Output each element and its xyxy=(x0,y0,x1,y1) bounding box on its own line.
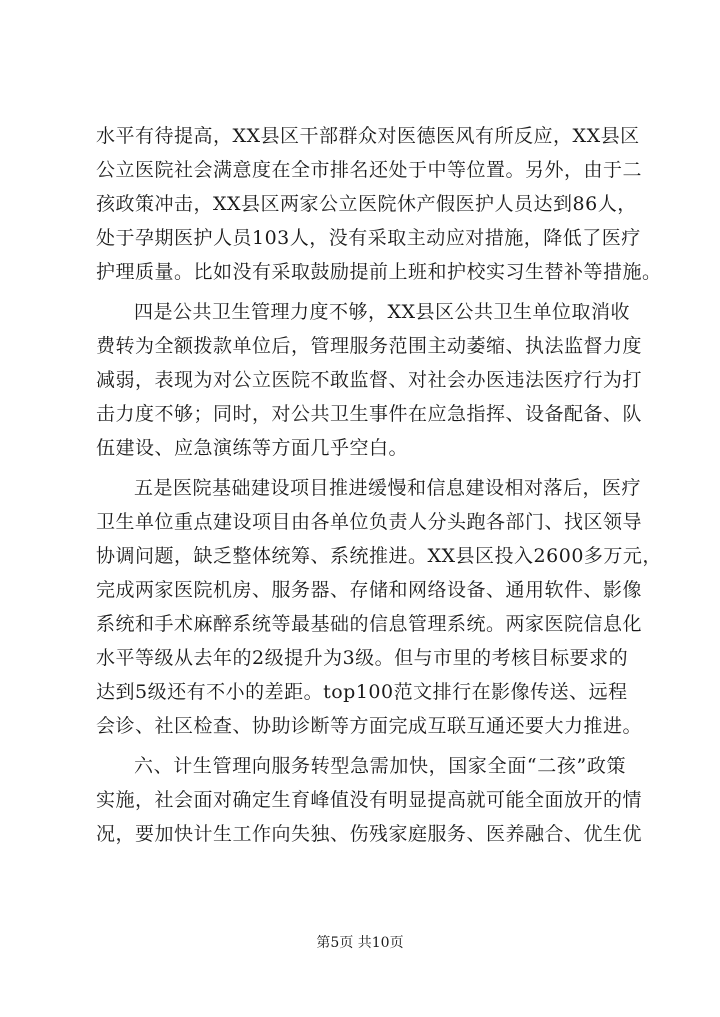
text-line: 孩政策冲击，XX县区两家公立医院休产假医护人员达到86人， xyxy=(96,193,637,215)
text-line: 击力度不够；同时，对公共卫生事件在应急指挥、设备配备、队 xyxy=(96,403,643,425)
text-line: 实施，社会面对确定生育峰值没有明显提高就可能全面放开的情 xyxy=(96,789,643,811)
text-line: 完成两家医院机房、服务器、存储和网络设备、通用软件、影像 xyxy=(96,579,643,601)
text-line: 伍建设、应急演练等方面几乎空白。 xyxy=(96,437,409,459)
paragraph xyxy=(96,295,643,465)
text-line: 协调问题，缺乏整体统筹、系统推进。XX县区投入2600多万元， xyxy=(96,545,662,567)
page-footer: 第5页 共10页 xyxy=(316,935,404,951)
text-line: 处于孕期医护人员103人，没有采取主动应对措施，降低了医疗 xyxy=(96,227,641,249)
text-line: 系统和手术麻醉系统等最基础的信息管理系统。两家医院信息化 xyxy=(96,613,643,635)
text-line: 护理质量。比如没有采取鼓励提前上班和护校实习生替补等措施。 xyxy=(96,261,662,283)
text-line: 达到5级还有不小的差距。top100范文排行在影像传送、远程 xyxy=(96,681,628,703)
text-line: 四是公共卫生管理力度不够，XX县区公共卫生单位取消收 xyxy=(134,301,631,323)
paragraph xyxy=(96,119,662,289)
text-line: 费转为全额拨款单位后，管理服务范围主动萎缩、执法监督力度 xyxy=(96,335,643,357)
document-body xyxy=(96,119,662,857)
text-line: 水平等级从去年的2级提升为3级。但与市里的考核目标要求的 xyxy=(96,647,629,669)
text-line: 减弱，表现为对公立医院不敢监督、对社会办医违法医疗行为打 xyxy=(96,369,643,391)
text-line: 五是医院基础建设项目推进缓慢和信息建设相对落后，医疗 xyxy=(134,477,642,499)
paragraph xyxy=(96,471,662,743)
text-line: 六、计生管理向服务转型急需加快，国家全面“二孩”政策 xyxy=(134,755,626,777)
paragraph xyxy=(96,749,643,851)
text-line: 会诊、社区检查、协助诊断等方面完成互联互通还要大力推进。 xyxy=(96,715,643,737)
text-line: 公立医院社会满意度在全市排名还处于中等位置。另外，由于二 xyxy=(96,159,643,181)
text-line: 况，要加快计生工作向失独、伤残家庭服务、医养融合、优生优 xyxy=(96,823,643,845)
text-line: 水平有待提高，XX县区干部群众对医德医风有所反应，XX县区 xyxy=(96,125,640,147)
text-line: 卫生单位重点建设项目由各单位负责人分头跑各部门、找区领导 xyxy=(96,511,643,533)
